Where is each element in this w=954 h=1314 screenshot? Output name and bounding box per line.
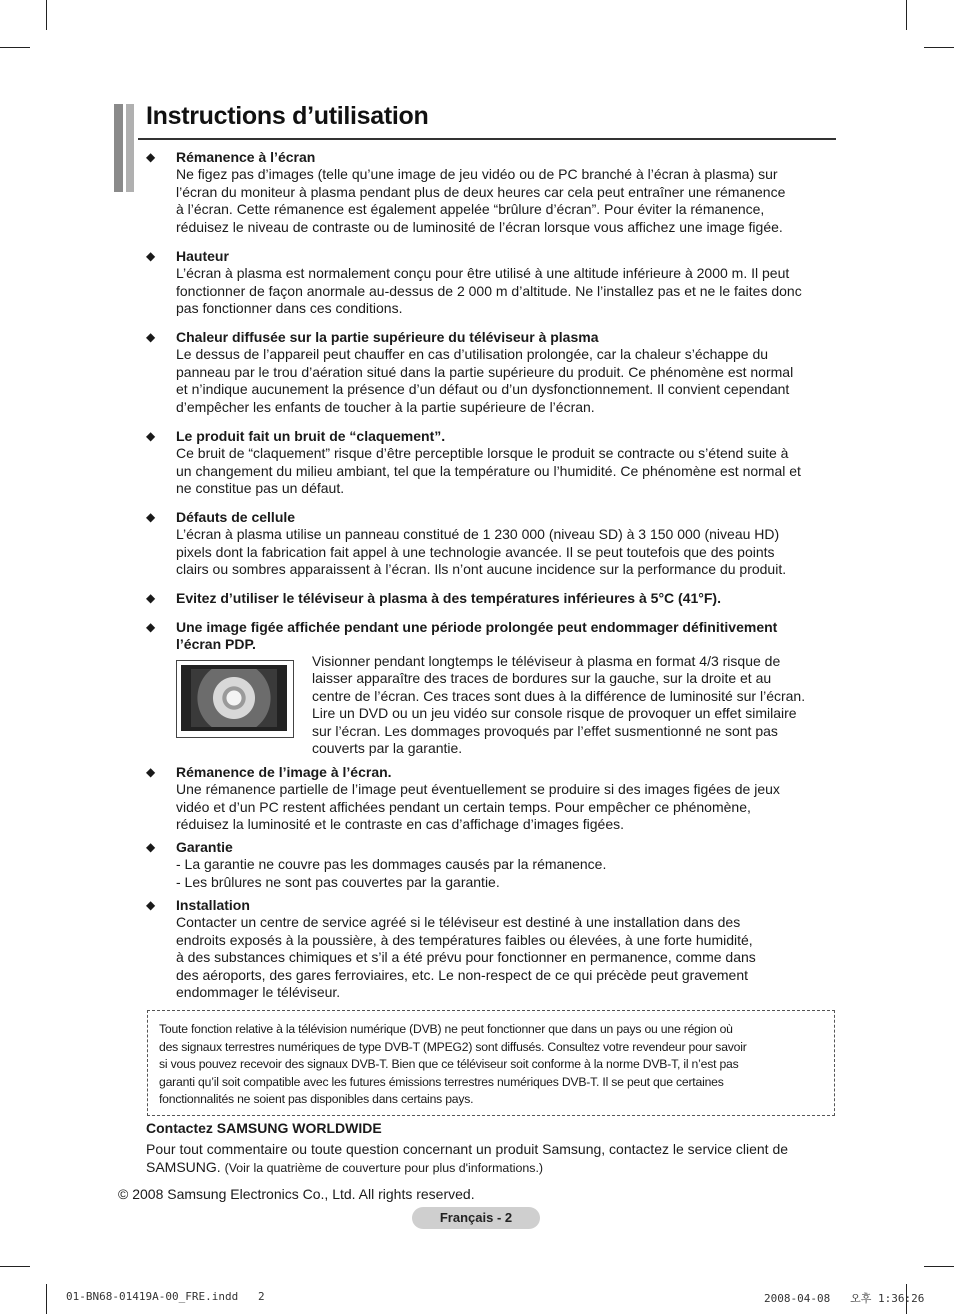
title-bar-dark bbox=[114, 104, 123, 192]
contact-line-note: (Voir la quatrième de couverture pour plus d'informations.) bbox=[224, 1161, 544, 1175]
list-item bbox=[146, 509, 836, 579]
crop-mark bbox=[924, 1266, 954, 1267]
list-item bbox=[146, 248, 836, 318]
title-underline bbox=[138, 138, 836, 140]
crop-mark bbox=[0, 47, 30, 48]
item-heading: Rémanence de l’image à l’écran. bbox=[176, 764, 392, 780]
diamond-bullet-icon: ◆ bbox=[146, 840, 156, 854]
tv-frame bbox=[181, 665, 287, 731]
item-line: Ce bruit de “claquement” risque d’être perceptible lorsque le produit se contracte ou s’étend suite à bbox=[176, 445, 789, 462]
contact-line bbox=[146, 1158, 836, 1177]
item-heading: Garantie bbox=[176, 839, 233, 855]
list-item bbox=[146, 428, 836, 498]
pdp-line: Lire un DVD ou un jeu vidéo sur console risque de provoquer un effet similaire bbox=[312, 705, 797, 722]
pdp-line: centre de l’écran. Ces traces sont dues à la différence de luminosité sur l’écran. bbox=[312, 687, 806, 704]
item-line: endroits exposés à la poussière, à des températures faibles ou élevées, à une forte humidité, bbox=[176, 931, 753, 948]
item-body bbox=[176, 781, 836, 833]
notice-line: des signaux terrestres numériques de type DVB-T (MPEG2) sont diffusés. Consultez votre revendeur pour savoir bbox=[159, 1039, 747, 1054]
tv-screen bbox=[191, 669, 277, 727]
item-body bbox=[176, 856, 836, 891]
crop-mark bbox=[46, 1284, 47, 1314]
item-line: - La garantie ne couvre pas les dommages causés par la rémanence. bbox=[176, 856, 607, 873]
item-line: réduisez la luminosité et le contraste en cas d’affichage d’images figées. bbox=[176, 816, 624, 833]
item-line: Le dessus de l’appareil peut chauffer en cas d’utilisation prolongée, car la chaleur s’échappe du bbox=[176, 346, 769, 363]
item-line: l’écran du moniteur à plasma pendant plus de deux heures car cela peut entraîner une rémanence bbox=[176, 183, 786, 200]
list-item bbox=[146, 149, 836, 236]
diamond-bullet-icon: ◆ bbox=[146, 591, 156, 605]
tv-screen-flower-icon bbox=[176, 660, 294, 738]
title-decoration bbox=[114, 104, 136, 192]
contact-body bbox=[146, 1140, 836, 1177]
list-item bbox=[146, 329, 836, 416]
item-line: L’écran à plasma est normalement conçu pour être utilisé à une altitude inférieure à 2000 m. Il peut bbox=[176, 265, 790, 282]
item-body bbox=[176, 445, 836, 497]
item-line: Ne figez pas d’images (telle qu’une image de jeu vidéo ou de PC branché à l’écran à plasma) sur bbox=[176, 166, 778, 183]
pdp-description bbox=[312, 653, 836, 757]
item-heading: Une image figée affichée pendant une période prolongée peut endommager définitivement l’écran PDP. bbox=[176, 619, 778, 653]
item-line: endommager le téléviseur. bbox=[176, 984, 341, 1001]
crop-mark bbox=[924, 47, 954, 48]
item-line: réduisez le niveau de contraste ou de luminosité de l’écran lorsque vous affichez une image figée. bbox=[176, 218, 783, 235]
item-line: L’écran à plasma utilise un panneau constitué de 1 230 000 (niveau SD) à 3 150 000 (niveau HD) bbox=[176, 526, 780, 543]
contact-line-main: SAMSUNG. bbox=[146, 1159, 225, 1175]
item-line: ne constitue pas un défaut. bbox=[176, 480, 345, 497]
diamond-bullet-icon: ◆ bbox=[146, 510, 156, 524]
item-line: fonctionner de façon anormale au-dessus de 2 000 m d’altitude. Ne l’installez pas et ne le faites donc bbox=[176, 282, 802, 299]
pdp-line: laisser apparaître des traces de bordures sur la gauche, sur la droite et au bbox=[312, 670, 772, 687]
diamond-bullet-icon: ◆ bbox=[146, 898, 156, 912]
notice-line: fonctionnalités ne soient pas disponibles dans certains pays. bbox=[159, 1092, 474, 1107]
diamond-bullet-icon: ◆ bbox=[146, 620, 156, 634]
list-item bbox=[146, 764, 836, 834]
print-file-name: 01-BN68-01419A-00_FRE.indd 2 bbox=[66, 1290, 265, 1303]
item-line: clairs ou sombres apparaissent à l’écran. Ils n’ont aucune incidence sur la performance du produit. bbox=[176, 561, 787, 578]
item-body bbox=[176, 166, 836, 236]
diamond-bullet-icon: ◆ bbox=[146, 249, 156, 263]
item-line: panneau par le trou d’aération situé dans la partie supérieure du produit. Ce phénomène est normal bbox=[176, 363, 794, 380]
item-body bbox=[176, 346, 836, 416]
item-heading: Rémanence à l’écran bbox=[176, 149, 316, 165]
pdp-line: sur l’écran. Les dommages provoqués par l’effet susmentionné ne sont pas bbox=[312, 722, 778, 739]
diamond-bullet-icon: ◆ bbox=[146, 429, 156, 443]
item-line: pas fonctionner dans ces conditions. bbox=[176, 300, 403, 317]
page-title: Instructions d’utilisation bbox=[146, 102, 429, 130]
diamond-bullet-icon: ◆ bbox=[146, 330, 156, 344]
pdp-line: couverts par la garantie. bbox=[312, 740, 463, 757]
item-line: vidéo et d’un PC restent affichées pendant un certain temps. Pour empêcher ce phénomène, bbox=[176, 798, 751, 815]
crop-mark bbox=[0, 1266, 30, 1267]
item-heading: Installation bbox=[176, 897, 250, 913]
title-bar-light bbox=[126, 104, 134, 192]
dvb-notice-box bbox=[147, 1010, 835, 1116]
item-line: Une rémanence partielle de l’image peut éventuellement se produire si des images figées de jeux bbox=[176, 781, 780, 798]
notice-line: garanti qu’il soit compatible avec les futures émissions terrestres numériques DVB-T. Il se peut que certaines bbox=[159, 1074, 724, 1089]
item-line: à l’écran. Cette rémanence est également appelée “brûlure d’écran”. Pour éviter la rémanence, bbox=[176, 201, 765, 218]
list-item bbox=[146, 897, 836, 1001]
copyright-notice: © 2008 Samsung Electronics Co., Ltd. All rights reserved. bbox=[118, 1186, 475, 1202]
item-body bbox=[176, 265, 836, 317]
pdp-line: Visionner pendant longtemps le téléviseur à plasma en format 4/3 risque de bbox=[312, 653, 781, 669]
page-number-badge: Français - 2 bbox=[412, 1207, 540, 1229]
item-line: Contacter un centre de service agréé si le téléviseur est destiné à une installation dans des bbox=[176, 914, 741, 931]
item-line: à des substances chimiques et s’il a été prévu pour fonctionner en permanence, comme dans bbox=[176, 949, 756, 966]
list-item bbox=[146, 839, 836, 891]
notice-line: si vous pouvez recevoir des signaux DVB-T. Bien que ce téléviseur soit conforme à la norme DVB-T, il n’est pas bbox=[159, 1057, 739, 1072]
item-heading: Défauts de cellule bbox=[176, 509, 296, 525]
contact-heading: Contactez SAMSUNG WORLDWIDE bbox=[146, 1120, 382, 1136]
item-body bbox=[176, 526, 836, 578]
crop-mark bbox=[46, 0, 47, 30]
item-heading: Evitez d’utiliser le téléviseur à plasma à des températures inférieures à 5°C (41°F). bbox=[176, 590, 721, 606]
item-heading: Chaleur diffusée sur la partie supérieure du téléviseur à plasma bbox=[176, 329, 599, 345]
item-line: et n’indique aucunement la présence d’un défaut ou d’un dysfonctionnement. Il convient cependant bbox=[176, 381, 790, 398]
item-body bbox=[176, 914, 836, 1001]
notice-line: Toute fonction relative à la télévision numérique (DVB) ne peut fonctionner que dans un pays ou une région où bbox=[159, 1022, 733, 1036]
diamond-bullet-icon: ◆ bbox=[146, 765, 156, 779]
item-heading: Le produit fait un bruit de “claquement”. bbox=[176, 428, 446, 444]
list-item bbox=[146, 619, 816, 654]
item-line: un changement du milieu ambiant, tel que la température ou l’humidité. Ce phénomène est normal et bbox=[176, 462, 801, 479]
item-line: - Les brûlures ne sont pas couvertes par la garantie. bbox=[176, 873, 500, 890]
item-line: des aéroports, des gares ferroviaires, etc. Le non-respect de ce qui précède peut gravement bbox=[176, 966, 748, 983]
item-line: d’empêcher les enfants de toucher à la partie supérieure de l’écran. bbox=[176, 398, 595, 415]
print-timestamp: 2008-04-08 오후 1:36:26 bbox=[764, 1292, 925, 1305]
contact-line: Pour tout commentaire ou toute question concernant un produit Samsung, contactez le service client de bbox=[146, 1141, 789, 1157]
notice-text bbox=[159, 1021, 829, 1109]
diamond-bullet-icon: ◆ bbox=[146, 150, 156, 164]
item-line: pixels dont la fabrication fait appel à une technologie avancée. Il se peut toutefois que des points bbox=[176, 543, 775, 560]
list-item bbox=[146, 590, 836, 607]
crop-mark bbox=[906, 0, 907, 30]
item-heading: Hauteur bbox=[176, 248, 229, 264]
